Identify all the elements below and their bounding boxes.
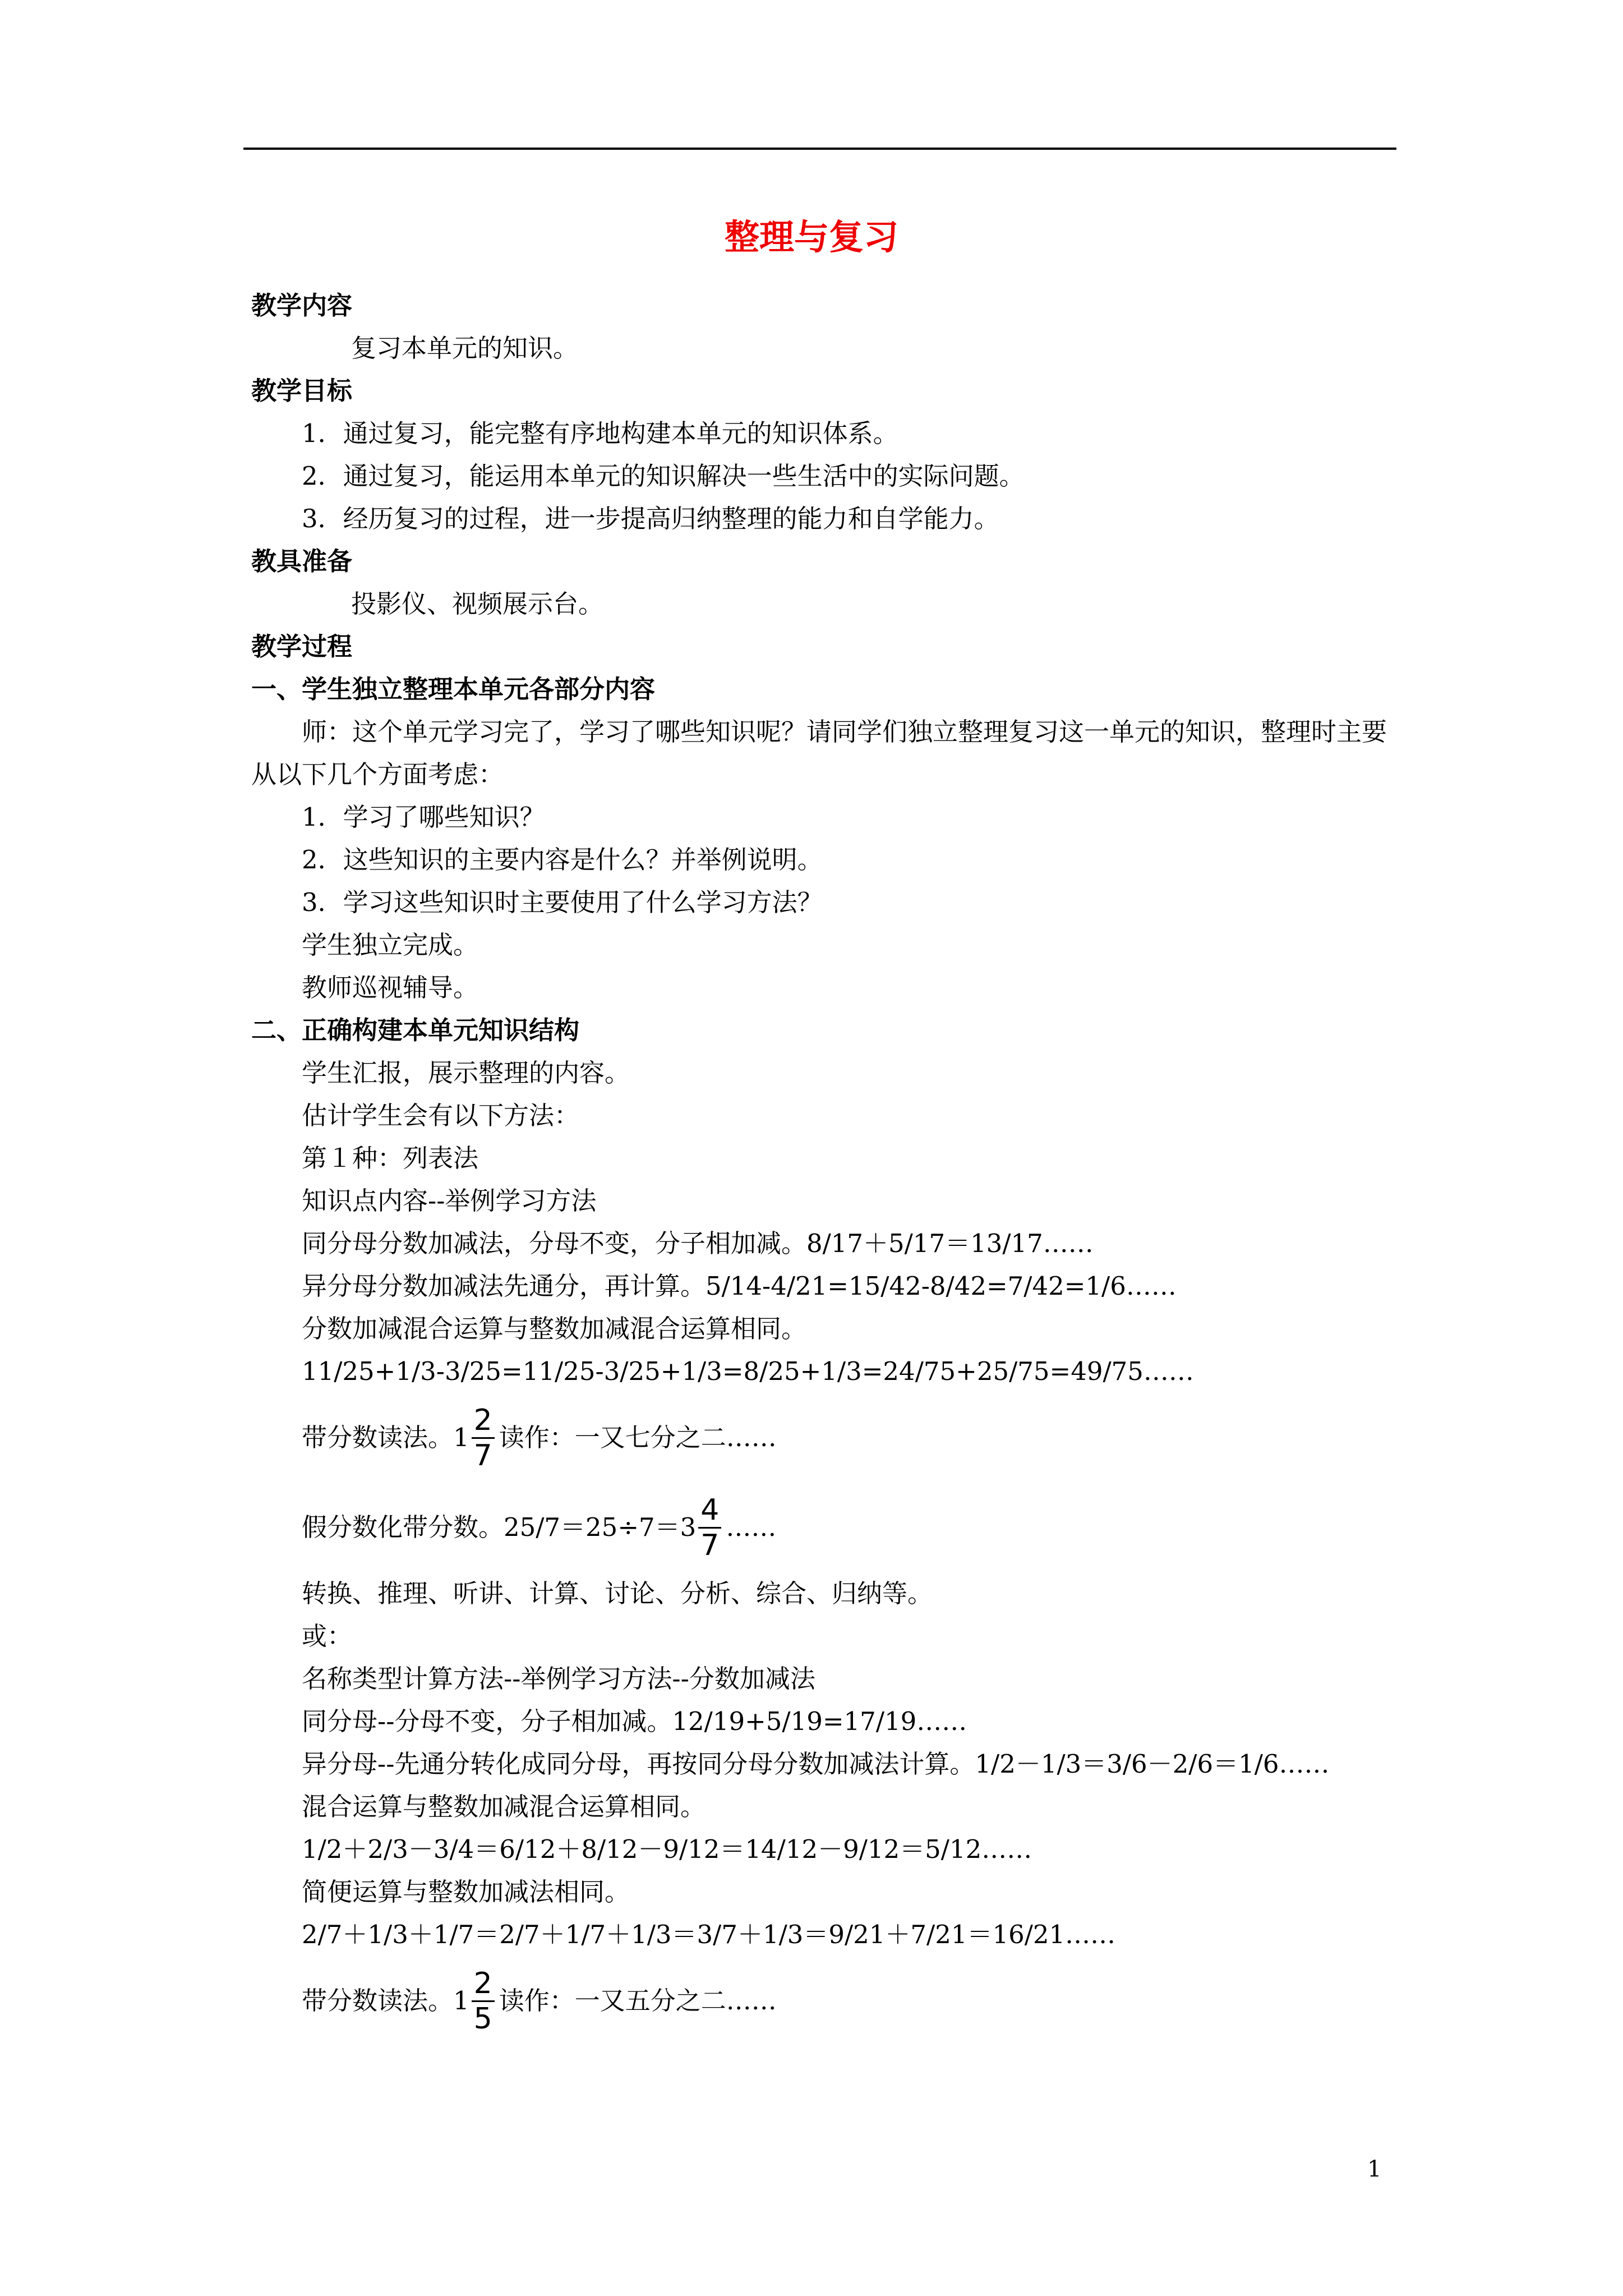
mixed-suffix: …… [726,1512,777,1542]
section-heading-content: 教学内容 [251,291,353,320]
part1-intro: 师：这个单元学习完了，学习了哪些知识呢？请同学们独立整理复习这一单元的知识，整理时主要从以下几个方面考虑： [251,717,1387,789]
fraction-numerator: 4 [698,1493,721,1529]
mixed-number-line [251,1483,1395,1572]
fraction-denominator: 7 [700,1528,720,1562]
body-line-wrapped: 异分母--先通分转化成同分母，再按同分母分数加减法计算。1/2－1/3＝3/6－2/6＝1/6…… [302,1749,1330,1779]
question-item: 2．这些知识的主要内容是什么？并举例说明。 [302,845,823,875]
mixed-prefix: 带分数读法。1 [302,1986,469,2016]
mixed-suffix: 读作：一又五分之二…… [499,1986,777,2016]
fraction [698,1493,721,1562]
body-line: 估计学生会有以下方法： [302,1101,580,1130]
mixed-number-line [251,1956,1395,2046]
tools-text: 投影仪、视频展示台。 [351,589,604,619]
part1-heading: 一、学生独立整理本单元各部分内容 [251,674,656,704]
document-title: 整理与复习 [724,217,898,257]
body-line: 11/25+1/3-3/25=11/25-3/25+1/3=8/25+1/3=24/75+25/75=49/75…… [302,1356,1194,1386]
content-text: 复习本单元的知识。 [351,333,579,363]
section-heading-tools: 教具准备 [251,546,353,576]
body-line: 1/2＋2/3－3/4＝6/12＋8/12－9/12＝14/12－9/12＝5/12…… [302,1834,1032,1864]
body-line: 教师巡视辅导。 [302,973,479,1002]
body-line: 简便运算与整数加减法相同。 [302,1877,630,1907]
section-heading-goals: 教学目标 [251,376,353,406]
goal-item: 2．通过复习，能运用本单元的知识解决一些生活中的实际问题。 [302,461,1025,491]
header-rule [243,148,1396,150]
fraction [472,1404,495,1473]
body-line: 第１种：列表法 [302,1143,479,1173]
body-line: 同分母--分母不变，分子相加减。12/19+5/19=17/19…… [302,1706,967,1736]
fraction-denominator: 7 [473,1438,492,1473]
body-line: 2/7＋1/3＋1/7＝2/7＋1/7＋1/3＝3/7＋1/3＝9/21＋7/21＝16/21…… [302,1920,1116,1949]
body-line: 名称类型计算方法--举例学习方法--分数加减法 [302,1664,815,1694]
mixed-number-line [251,1393,1395,1483]
body-line: 混合运算与整数加减混合运算相同。 [302,1792,706,1821]
mixed-suffix: 读作：一又七分之二…… [499,1423,777,1452]
mixed-prefix: 带分数读法。1 [302,1423,469,1452]
mixed-prefix: 假分数化带分数。25/7＝25÷7＝3 [302,1512,697,1542]
page-number: 1 [1367,2156,1382,2182]
goal-item: 1．通过复习，能完整有序地构建本单元的知识体系。 [302,418,898,448]
body-line: 转换、推理、听讲、计算、讨论、分析、综合、归纳等。 [302,1579,933,1608]
body-line: 同分母分数加减法，分母不变，分子相加减。8/17＋5/17＝13/17…… [302,1228,1094,1258]
body-line: 异分母分数加减法先通分，再计算。5/14-4/21=15/42-8/42=7/42=1/6…… [302,1271,1177,1301]
body-line: 分数加减混合运算与整数加减混合运算相同。 [302,1314,807,1343]
section-heading-process: 教学过程 [251,632,353,661]
goal-item: 3．经历复习的过程，进一步提高归纳整理的能力和自学能力。 [302,504,999,533]
body-line: 知识点内容--举例学习方法 [302,1186,597,1216]
body-line: 学生独立完成。 [302,930,479,960]
part2-heading: 二、正确构建本单元知识结构 [251,1015,580,1045]
fraction-denominator: 5 [473,2001,492,2036]
document-body [251,284,1395,2046]
body-line: 或： [302,1621,353,1651]
body-line: 学生汇报，展示整理的内容。 [302,1058,630,1088]
question-item: 3．学习这些知识时主要使用了什么学习方法？ [302,887,823,917]
fraction-numerator: 2 [472,1404,495,1439]
fraction [472,1967,495,2036]
fraction-numerator: 2 [472,1967,495,2002]
question-item: 1．学习了哪些知识？ [302,802,545,832]
